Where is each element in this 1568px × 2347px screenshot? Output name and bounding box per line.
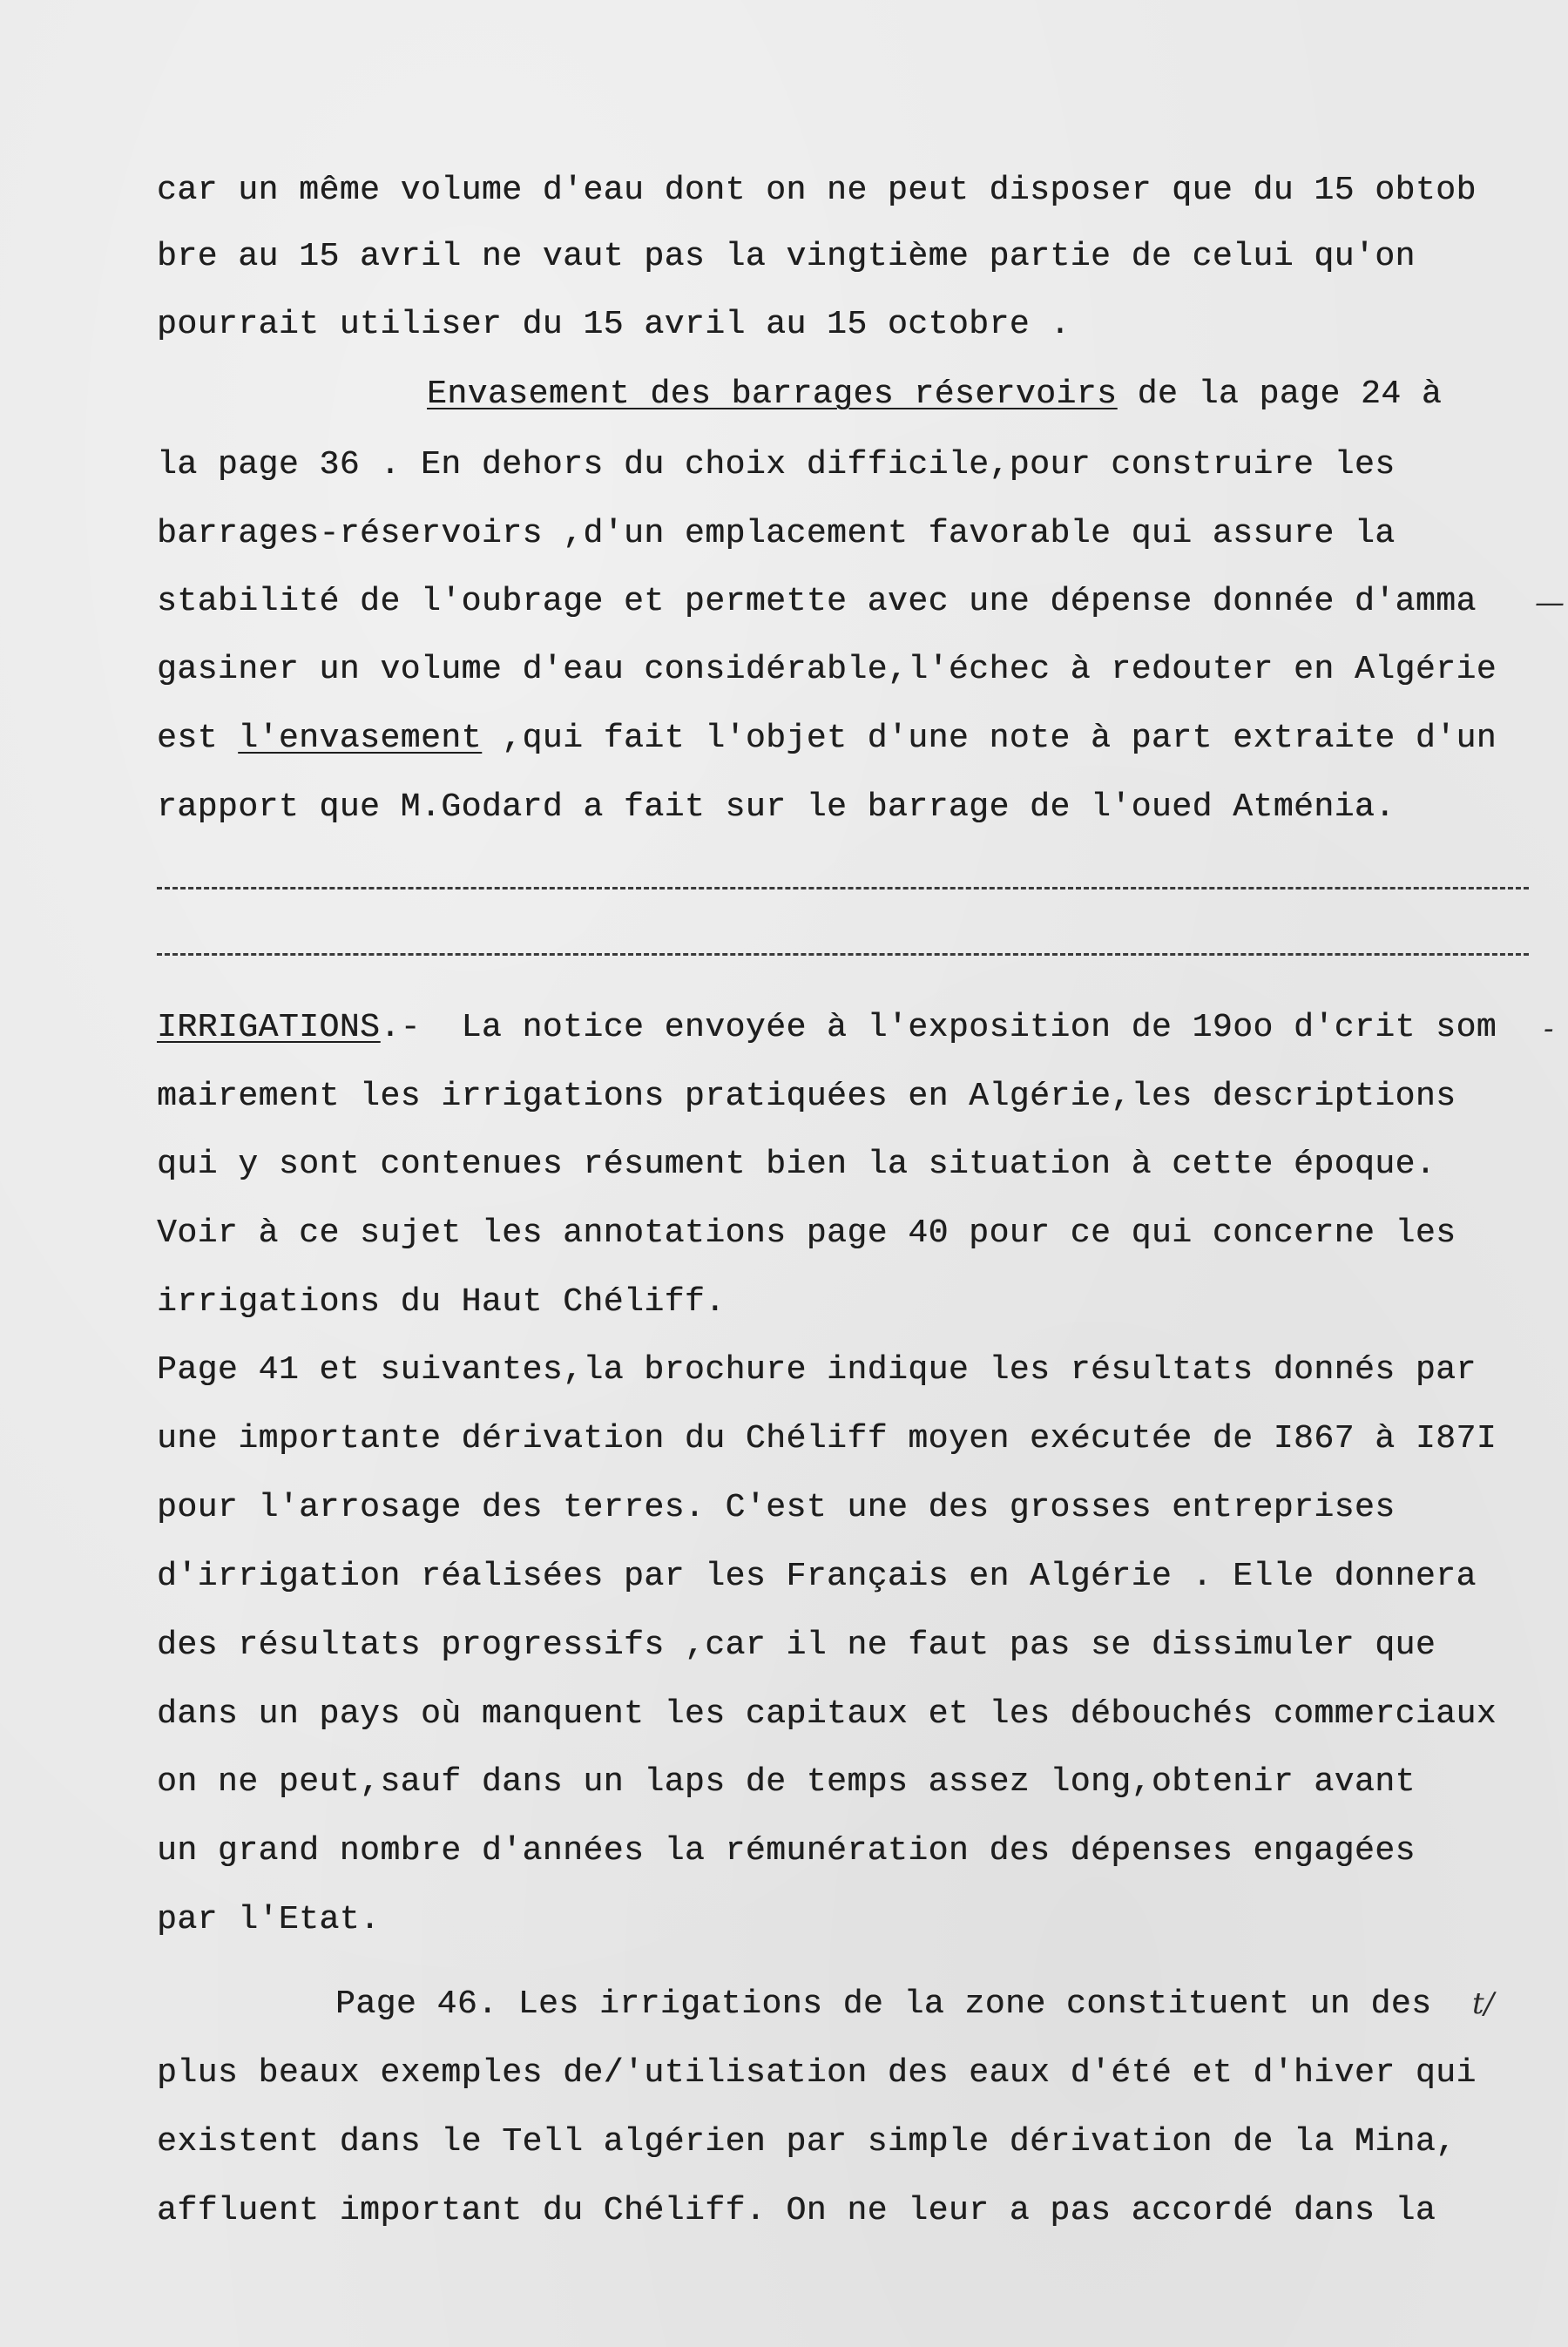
text-line-5: la page 36 . En dehors du choix difficile,pour construire les: [157, 446, 1396, 484]
text-line-24: par l'Etat.: [157, 1901, 381, 1938]
underlined-envasement: l'envasement: [238, 720, 482, 757]
text-line-7: stabilité de l'oubrage et permette avec une dépense donnée d'amma: [157, 583, 1477, 620]
text-line-3: pourrait utiliser du 15 avril au 15 octobre .: [157, 306, 1071, 343]
text-line-14: Voir à ce sujet les annotations page 40 pour ce qui concerne les: [157, 1214, 1456, 1252]
text-line-4: [427, 375, 1442, 415]
text-line-8: gasiner un volume d'eau considérable,l'échec à redouter en Algérie: [157, 651, 1497, 688]
margin-hyphen-mark: —: [1535, 585, 1565, 620]
text-line-18: pour l'arrosage des terres. C'est une des grosses entreprises: [157, 1489, 1396, 1526]
dashed-separator-2: [157, 953, 1529, 956]
text-line-15: irrigations du Haut Chéliff.: [157, 1283, 726, 1321]
text-line-12: mairement les irrigations pratiquées en Algérie,les descriptions: [157, 1078, 1456, 1115]
text-line-9-rest: ,qui fait l'objet d'une note à part extraite d'un: [481, 720, 1497, 757]
text-line-21: dans un pays où manquent les capitaux et les débouchés commerciaux: [157, 1695, 1497, 1733]
text-line-16: Page 41 et suivantes,la brochure indique les résultats donnés par: [157, 1351, 1477, 1389]
text-line-28: affluent important du Chéliff. On ne leur a pas accordé dans la: [157, 2192, 1436, 2229]
text-line-4-rest: de la page 24 à: [1117, 375, 1443, 413]
text-line-10: rapport que M.Godard a fait sur le barrage de l'oued Atménia.: [157, 788, 1396, 826]
text-line-25: Page 46. Les irrigations de la zone constituent un des: [335, 1985, 1432, 2023]
text-line-26: plus beaux exemples de/'utilisation des eaux d'été et d'hiver qui: [157, 2054, 1477, 2092]
text-line-27: existent dans le Tell algérien par simple dérivation de la Mina,: [157, 2123, 1456, 2161]
text-line-22: on ne peut,sauf dans un laps de temps assez long,obtenir avant: [157, 1763, 1416, 1801]
text-line-1: car un même volume d'eau dont on ne peut disposer que du 15 obtob: [157, 172, 1477, 209]
text-line-2: bre au 15 avril ne vaut pas la vingtième partie de celui qu'on: [157, 238, 1416, 275]
section-heading-irrigations: IRRIGATIONS: [157, 1009, 381, 1046]
text-line-6: barrages-réservoirs ,d'un emplacement favorable qui assure la: [157, 515, 1396, 552]
text-line-23: un grand nombre d'années la rémunération des dépenses engagées: [157, 1832, 1416, 1870]
text-line-9-pre: est: [157, 720, 239, 757]
section-heading-envasement: Envasement des barrages réservoirs: [427, 375, 1118, 413]
text-line-13: qui y sont contenues résument bien la situation à cette époque.: [157, 1146, 1436, 1183]
dashed-separator-1: [157, 887, 1529, 889]
text-line-11-rest: .- La notice envoyée à l'exposition de 19oo d'crit som: [380, 1009, 1497, 1046]
margin-hyphen-mark-2: -: [1544, 1011, 1554, 1046]
text-line-9: [157, 719, 1497, 759]
text-line-20: des résultats progressifs ,car il ne faut pas se dissimuler que: [157, 1627, 1436, 1664]
margin-correction-mark: t/: [1472, 1986, 1495, 2021]
text-line-17: une importante dérivation du Chéliff moyen exécutée de I867 à I87I: [157, 1420, 1497, 1458]
text-line-19: d'irrigation réalisées par les Français en Algérie . Elle donnera: [157, 1558, 1477, 1595]
text-line-11: [157, 1008, 1497, 1048]
